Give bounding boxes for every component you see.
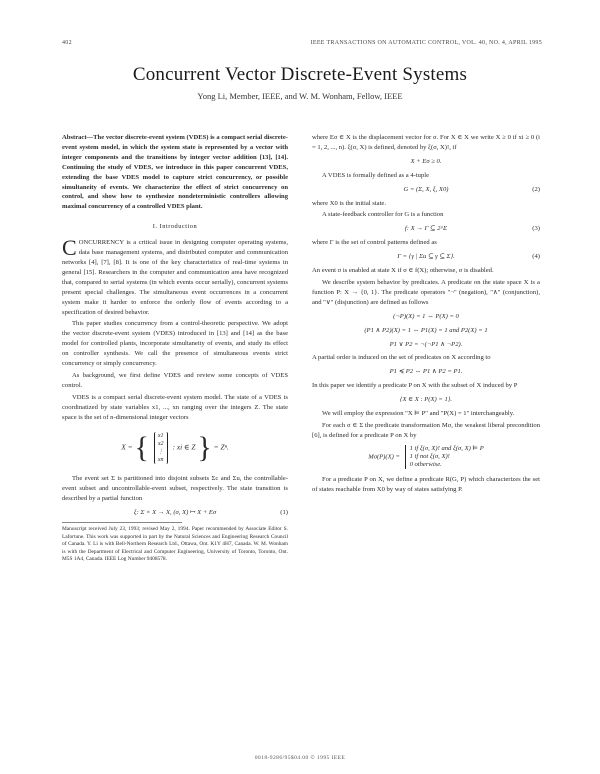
equation-1 xyxy=(62,508,288,518)
state-vector xyxy=(154,432,168,464)
intro-paragraph-4: VDES is a compact serial discrete-event system model. The state of a VDES is coordinatized by state variables x1, ..., xn ranging over the integers Z. The state space is the set of n-dimensional integer vectors xyxy=(62,393,288,421)
right-paragraph-2: A VDES is formally defined as a 4-tuple xyxy=(322,171,430,179)
wlp-lhs: Mσ(P)(X) = xyxy=(368,453,400,461)
wlp-case: 1 if not ξ(σ, X)! xyxy=(409,452,450,460)
equation-3 xyxy=(312,224,540,234)
right-paragraph-12: For a predicate P on X, we define a predicate R(G, P) which characterizes the set of states reachable from X0 by way of states satisfying P. xyxy=(312,475,540,493)
equation-number: (3) xyxy=(532,225,540,233)
footnote: Manuscript received July 23, 1993; revised May 2, 1994. Paper recommended by Associate Editor S. Lafortune. This work was supported in part by the Natural Sciences and Engineering Research Council of Canada. Y. Li is with Bell-Northern Research Ltd., Ottawa, Ont. K1Y 4H7, Canada. W. M. Wonham is with the Department of Electrical and Computer Engineering, University of Toronto, Toronto, Ont. M5S 1A4, Canada. IEEE Log Number 9408578. xyxy=(62,526,288,563)
equation-4 xyxy=(312,252,540,262)
equation-expr: ξ: Σ × X → X, (σ, X) ↦ X + Eσ xyxy=(133,509,217,517)
right-paragraph-10: We will employ the expression "X ⊨ P" and "P(X) = 1" interchangeably. xyxy=(322,410,515,418)
intro-paragraph-2: This paper studies concurrency from a control-theoretic perspective. We adopt the vector discrete-event system (VDES) introduced in [13] and [14] as the base model for controlled plants, incorporate simultaneity of events, and study its effect on controller synthesis. We call the presence of simultaneous events strict concurrency or simply concurrency. xyxy=(62,320,288,368)
equation-number: (2) xyxy=(532,185,540,193)
equation-partial-order: P1 ≼ P2 ⇔ P1 ∧ P2 = P1. xyxy=(389,368,463,376)
equation-expr: Γ = {γ | Σu ⊆ γ ⊆ Σ}. xyxy=(397,253,455,261)
right-paragraph-5: where Γ is the set of control patterns defined as xyxy=(312,239,437,247)
intro-paragraph-5: The event set Σ is partitioned into disjoint subsets Σc and Σu, the controllable-event subset and uncontrollable-event subset, respectively. The state transition is described by a partial function xyxy=(62,475,288,503)
eq-lhs: X = xyxy=(121,443,133,453)
equation-wlp xyxy=(312,445,540,469)
equation-state-space: X = { x1 x2 ⋮ xn : xi ∈ Z } = Zⁿ. xyxy=(121,431,229,465)
equation-defined: X + Eσ ≥ 0. xyxy=(410,157,442,165)
right-paragraph-8: A partial order is induced on the set of predicates on X according to xyxy=(312,354,491,362)
equation-expr: G = (Σ, X, ξ, X0) xyxy=(403,185,449,193)
right-paragraph-1: where Eσ ∈ X is the displacement vector for σ. For X ∈ X we write X ≥ 0 if xi ≥ 0 (i = 1, 2, ..., n). ξ(σ, X) is defined, denoted by ξ(σ, X)!, if xyxy=(312,134,540,151)
right-paragraph-7: We describe system behavior by predicates. A predicate on the state space X is a function P: X → {0, 1}. The predicate operators "¬" (negation), "∧" (conjunction), and "∨" (disjunction) are defined as follows xyxy=(312,278,540,306)
right-paragraph-6: An event σ is enabled at state X if σ ∈ f(X); otherwise, σ is disabled. xyxy=(312,267,494,275)
equation-number: (4) xyxy=(532,253,540,261)
author-line: Yong Li, Member, IEEE, and W. M. Wonham, Fellow, IEEE xyxy=(197,91,403,101)
right-paragraph-11: For each σ ∈ Σ the predicate transformation Mσ, the weakest liberal precondition [6], is defined for a predicate P on X by xyxy=(312,421,540,439)
vector-row: x2 xyxy=(157,441,164,448)
vector-row: ⋮ xyxy=(157,449,164,456)
left-column xyxy=(62,133,288,564)
drop-cap: C xyxy=(62,235,77,261)
equation-conjunction: (P1 ∧ P2)(X) = 1 ⇔ P1(X) = 1 and P2(X) = 1 xyxy=(364,326,488,334)
wlp-case: 1 if ξ(σ, X)! and ξ(σ, X) ⊨ P xyxy=(409,444,484,452)
journal-line: IEEE TRANSACTIONS ON AUTOMATIC CONTROL, VOL. 40, NO. 4, APRIL 1995 xyxy=(310,40,542,46)
vector-row: x1 xyxy=(157,433,164,440)
intro-paragraph-1-text: ONCURRENCY is a critical issue in designing computer operating systems, data base management systems, and distributed computer and communication networks [4], [7], [8]. It is one of the key characteristics of real-time systems in general [15]. Researchers in the computer and communication area have recognized that, compared to serial systems (in which events occur serially), concurrent systems present special challenges. The simultaneous event occurrences in a concurrent system make it harder to enforce the orderly flow of events according to a specification of desired behavior. xyxy=(62,239,288,316)
section-heading: I. Introduction xyxy=(152,223,198,231)
equation-expr: f: X → Γ ⊆ 2^Σ xyxy=(404,225,448,233)
right-paragraph-4: A state-feedback controller for G is a function xyxy=(322,211,444,219)
copyright-line: 0018-9286/95$04.00 © 1995 IEEE xyxy=(254,755,346,761)
wlp-case: 0 otherwise. xyxy=(409,460,442,468)
abstract: Abstract—The vector discrete-event system (VDES) is a compact serial discrete-event system model, in which the system state is represented by a vector with integer components and the transitions by integer vector addition [13], [14]. Continuing the study of VDES, we introduce in this paper concurrent VDES, extending the base VDES model to capture strict concurrency, or possible simultaneity of events. We characterize the effect of strict concurrency on control, and show how to synthesize nondeterministic controllers allowing maximal concurrency of a controlled VDES plant. xyxy=(62,134,288,211)
equation-number: (1) xyxy=(280,509,288,517)
equation-subset: {X ∈ X : P(X) = 1}. xyxy=(399,396,453,404)
equation-2 xyxy=(312,185,540,195)
eq-condition: : xi ∈ Z xyxy=(172,443,196,453)
right-paragraph-3: where X0 is the initial state. xyxy=(312,199,386,207)
wlp-cases xyxy=(405,445,484,469)
right-column xyxy=(312,133,540,497)
paper-title: Concurrent Vector Discrete-Event Systems xyxy=(132,64,468,85)
equation-negation: (¬P)(X) = 1 ⇔ P(X) = 0 xyxy=(393,312,459,320)
page-number: 402 xyxy=(62,40,72,46)
right-paragraph-9: In this paper we identify a predicate P on X with the subset of X induced by P xyxy=(312,382,518,390)
intro-paragraph-3: As background, we first define VDES and review some concepts of VDES control. xyxy=(62,371,288,389)
vector-row: xn xyxy=(157,457,164,464)
eq-tail: = Zⁿ. xyxy=(213,443,229,453)
equation-disjunction: P1 ∨ P2 = ¬(¬P1 ∧ ¬P2). xyxy=(389,340,463,348)
intro-paragraph-1 xyxy=(62,235,288,317)
